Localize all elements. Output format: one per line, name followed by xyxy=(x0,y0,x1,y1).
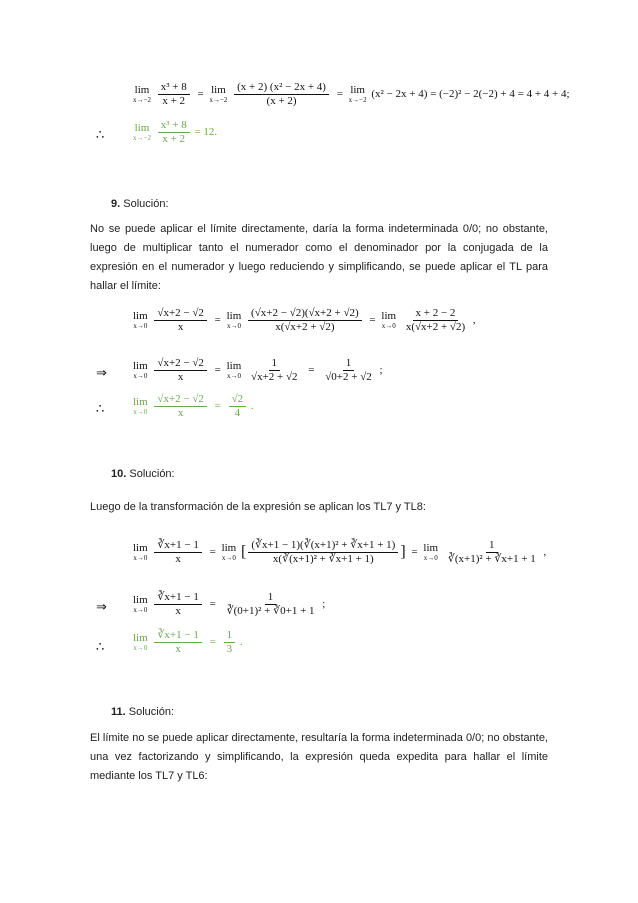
s9-heading: 9. Solución: xyxy=(111,198,169,210)
therefore-symbol: ∴ xyxy=(96,640,105,655)
therefore-symbol: ∴ xyxy=(96,128,105,143)
s10-paragraph: Luego de la transformación de la expresión se aplican los TL7 y TL8: xyxy=(90,501,426,513)
s9-equation-2: lim x→0 $\frac{√x+2 - √2}{x}$ = lim x→0 $\frac{1}{√x+2 + √2}$ = $\frac{1}{√0+2 + √2}$ ; xyxy=(133,357,383,383)
therefore-symbol: ∴ xyxy=(96,402,105,417)
s10-equation-1: lim x→0 $\frac{∛x+1 - 1}{x}$ = lim x→0 [ $\frac{\text{(∛x+1 − 1)(∛(x+1)² + ∛x+1 + 1)}}{\text{x(∛(x+1)² + ∛x+1 + 1)}}$ ] = lim x→0 $\frac{1}{\text{∛(x+1)² + ∛x+1 + 1}}$ , xyxy=(133,539,547,565)
s11-paragraph: El límite no se puede aplicar directamente, resultaría la forma indeterminada 0/0; no obstante, una vez factorizando y simplificando, la expresión queda expedita para hallar el límite mediante los TL7 y TL6: xyxy=(90,732,548,782)
s10-equation-2: lim x→0 $\frac{∛x+1 - 1}{x}$ = $\frac{1}{\text{∛(0+1)² + ∛0+1 + 1}}$ ; xyxy=(133,591,326,617)
s9-result: lim x→0 $\frac{√x+2 - √2}{x}$ = $\frac{√2}{4}$ . xyxy=(133,393,254,419)
implies-symbol: ⇒ xyxy=(96,366,107,381)
s8-result: lim x→−2 $\frac{\text{x³ + 8}}{x + 2}$ = 12. xyxy=(133,119,218,145)
s10-heading: 10. Solución: xyxy=(111,468,175,480)
s11-heading: 11. Solución: xyxy=(111,706,175,718)
implies-symbol: ⇒ xyxy=(96,600,107,615)
s9-paragraph: No se puede aplicar el límite directamente, daría la forma indeterminada 0/0; no obstante, luego de multiplicar tanto el numerador como el denominador por la conjugada de la expresión en el numerador y luego reduciendo y simplificando, se puede aplicar el TL para hallar el límite: xyxy=(90,223,548,292)
s10-result: lim x→0 $\frac{∛x+1 - 1}{x}$ = $\frac{1}{3}$ . xyxy=(133,629,243,655)
s9-equation-1: lim x→0 $\frac{√x+2 - √2}{x}$ = lim x→0 $\frac{(√x+2 - √2)(√x+2 + √2)}{x(√x+2 + √2)}$ = lim x→0 $\frac{x + 2 - 2}{x(√x+2 + √2)}$ , xyxy=(133,307,476,333)
s8-equation-1: lim x→−2 $\frac{\text{x³ + 8}}{x + 2}$ = lim x→−2 $\frac{\text{(x + 2) (x² − 2x + 4)}}{(x + 2)}$ = lim x→−2 (x² − 2x + 4) = (−2)² − 2(−2) + 4 = 4 + 4 + 4; xyxy=(133,81,570,107)
